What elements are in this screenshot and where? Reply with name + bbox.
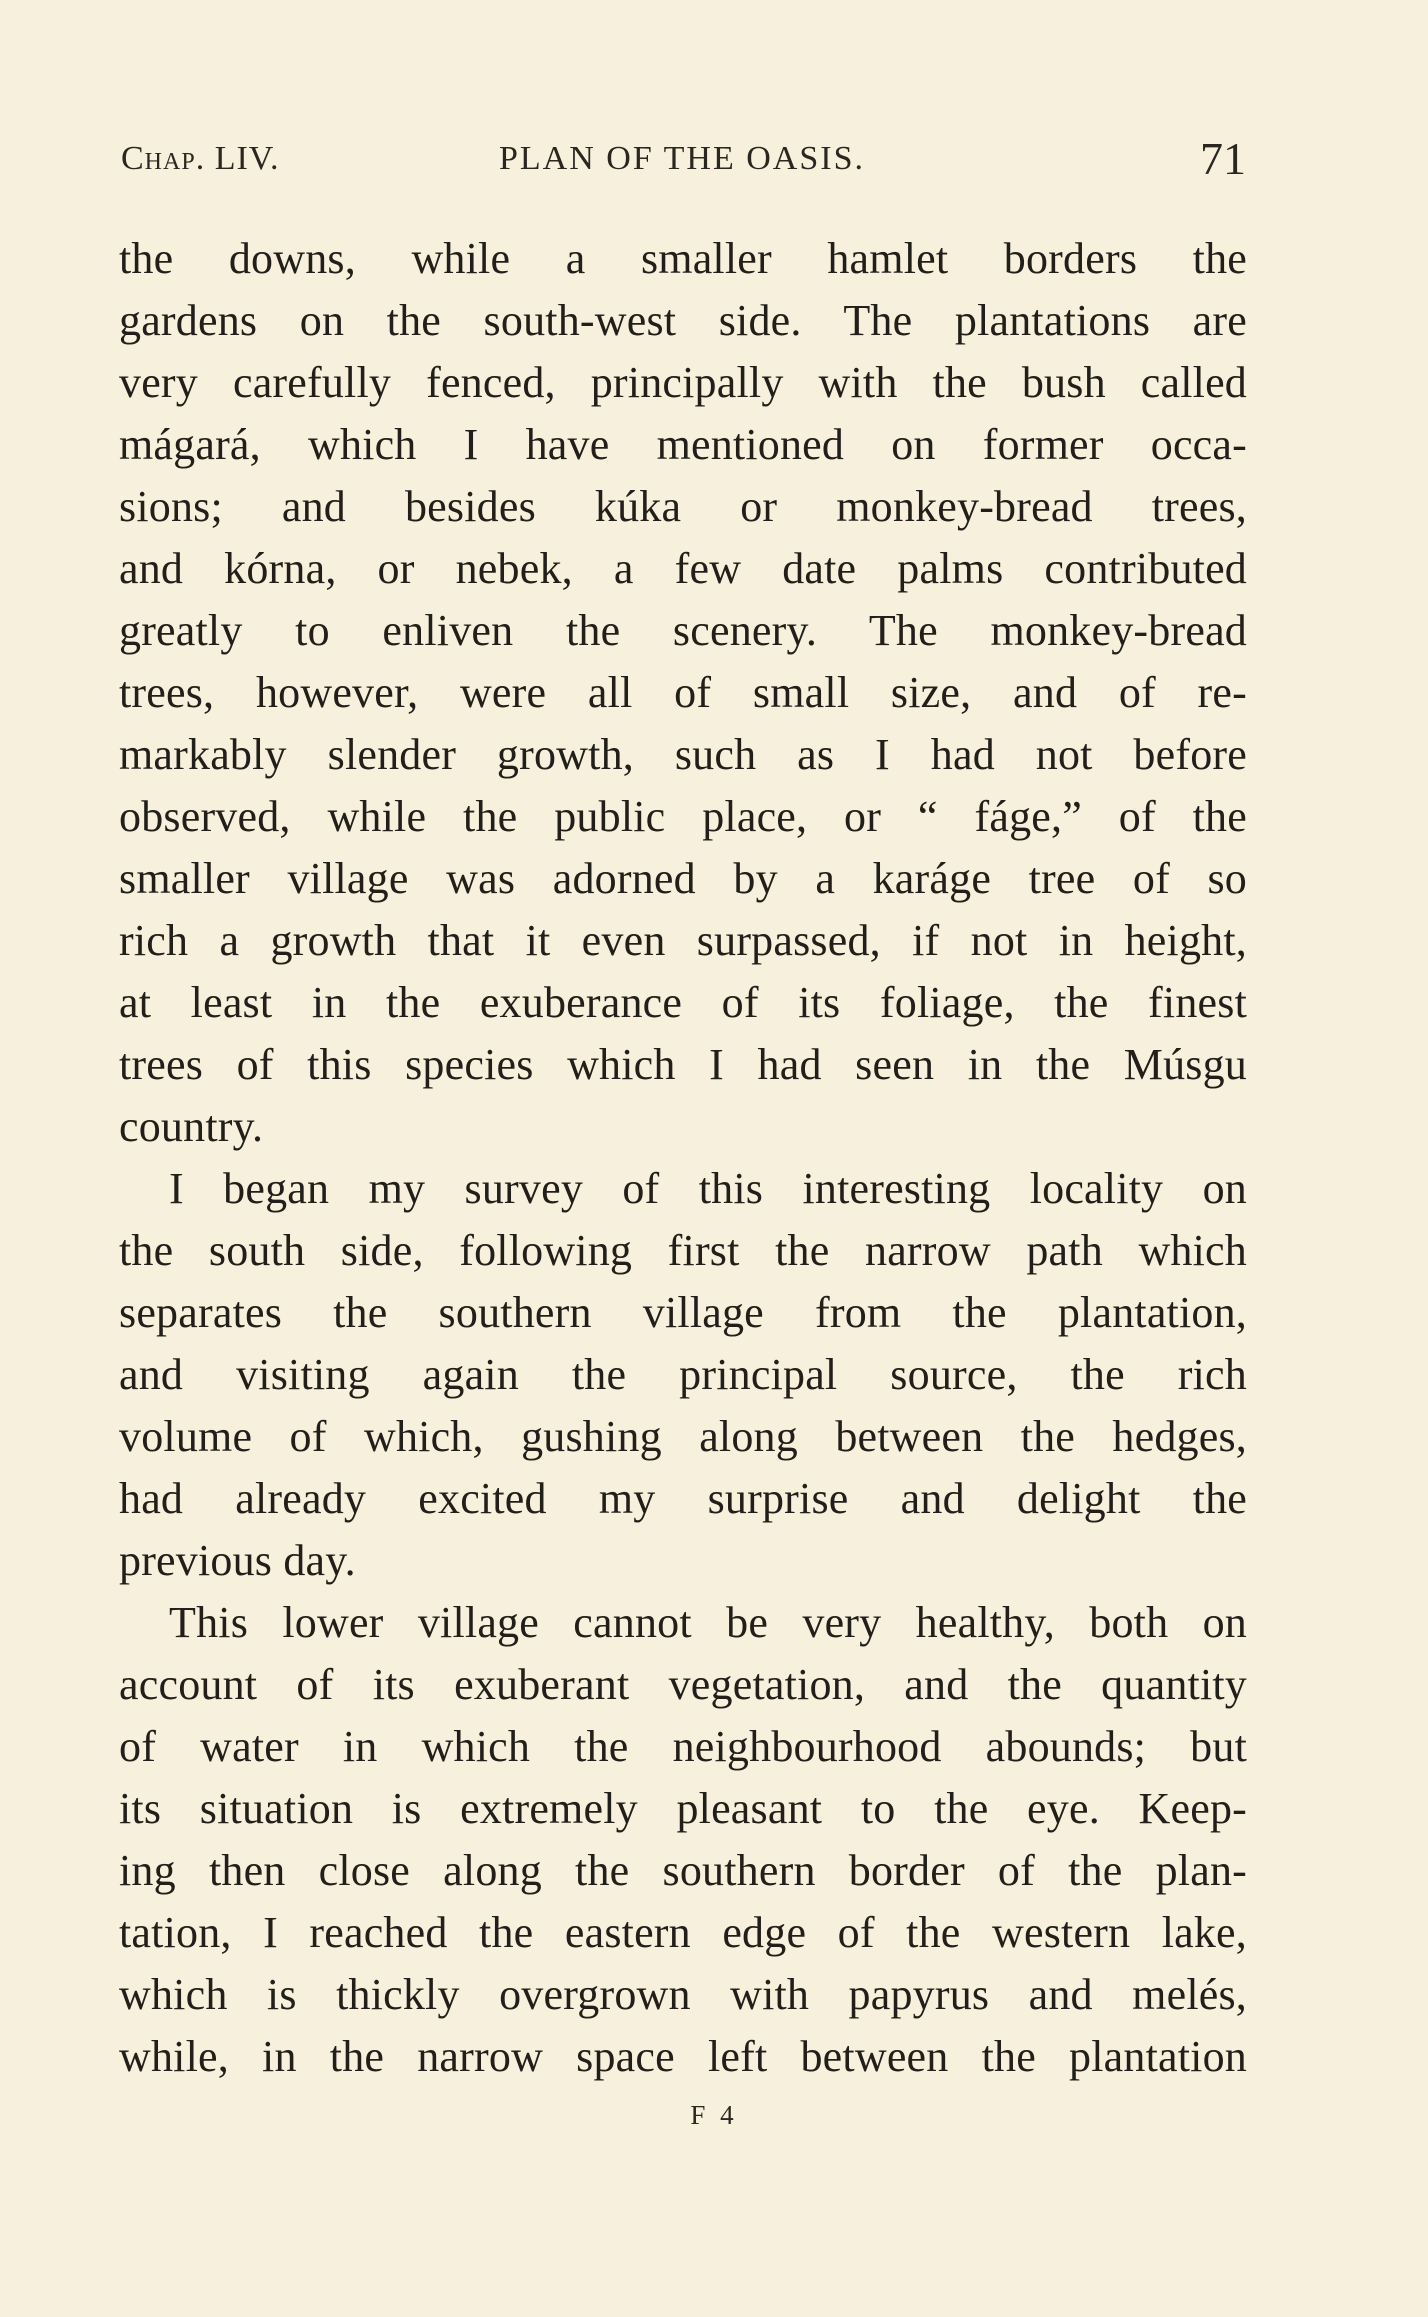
- signature-mark: F 4: [690, 2100, 738, 2130]
- text-line: tation, I reached the eastern edge of the western lake,: [119, 1908, 1247, 1957]
- text-line: rich a growth that it even surpassed, if not in height,: [119, 916, 1247, 965]
- chapter-label: Chap. LIV.: [121, 140, 280, 177]
- text-line: sions; and besides kúka or monkey-bread trees,: [119, 482, 1247, 531]
- text-line: markably slender growth, such as I had not before: [119, 730, 1247, 779]
- text-line: at least in the exuberance of its foliage, the finest: [119, 978, 1247, 1027]
- page-title: PLAN OF THE OASIS.: [499, 140, 865, 177]
- text-line: while, in the narrow space left between the plantation: [119, 2032, 1247, 2081]
- text-line: the downs, while a smaller hamlet borders the: [119, 234, 1247, 283]
- paragraph-start-line: This lower village cannot be very healthy, both on: [169, 1598, 1247, 1647]
- running-head: [121, 132, 1246, 192]
- text-line: its situation is extremely pleasant to the eye. Keep-: [119, 1784, 1247, 1833]
- text-line: mágará, which I have mentioned on former occa-: [119, 420, 1247, 469]
- text-line: gardens on the south-west side. The plantations are: [119, 296, 1247, 345]
- text-line: separates the southern village from the plantation,: [119, 1288, 1247, 1337]
- text-line: volume of which, gushing along between the hedges,: [119, 1412, 1247, 1461]
- text-line: trees, however, were all of small size, and of re-: [119, 668, 1247, 717]
- paragraph-start-line: I began my survey of this interesting locality on: [169, 1164, 1247, 1213]
- text-line: observed, while the public place, or “ fáge,” of the: [119, 792, 1247, 841]
- text-line: had already excited my surprise and delight the: [119, 1474, 1247, 1523]
- text-line: and kórna, or nebek, a few date palms contributed: [119, 544, 1247, 593]
- body-text: [119, 228, 1247, 2088]
- text-line: and visiting again the principal source, the rich: [119, 1350, 1247, 1399]
- text-line: which is thickly overgrown with papyrus and melés,: [119, 1970, 1247, 2019]
- text-line: ing then close along the southern border of the plan-: [119, 1846, 1247, 1895]
- paragraph-end-line: previous day.: [119, 1536, 356, 1585]
- text-line: very carefully fenced, principally with the bush called: [119, 358, 1247, 407]
- paragraph-end-line: country.: [119, 1102, 264, 1151]
- text-line: greatly to enliven the scenery. The monkey-bread: [119, 606, 1247, 655]
- text-line: the south side, following first the narrow path which: [119, 1226, 1247, 1275]
- text-line: smaller village was adorned by a karáge tree of so: [119, 854, 1247, 903]
- text-line: of water in which the neighbourhood abounds; but: [119, 1722, 1247, 1771]
- page-number: 71: [1200, 133, 1246, 184]
- text-line: trees of this species which I had seen in the Músgu: [119, 1040, 1247, 1089]
- text-line: account of its exuberant vegetation, and the quantity: [119, 1660, 1247, 1709]
